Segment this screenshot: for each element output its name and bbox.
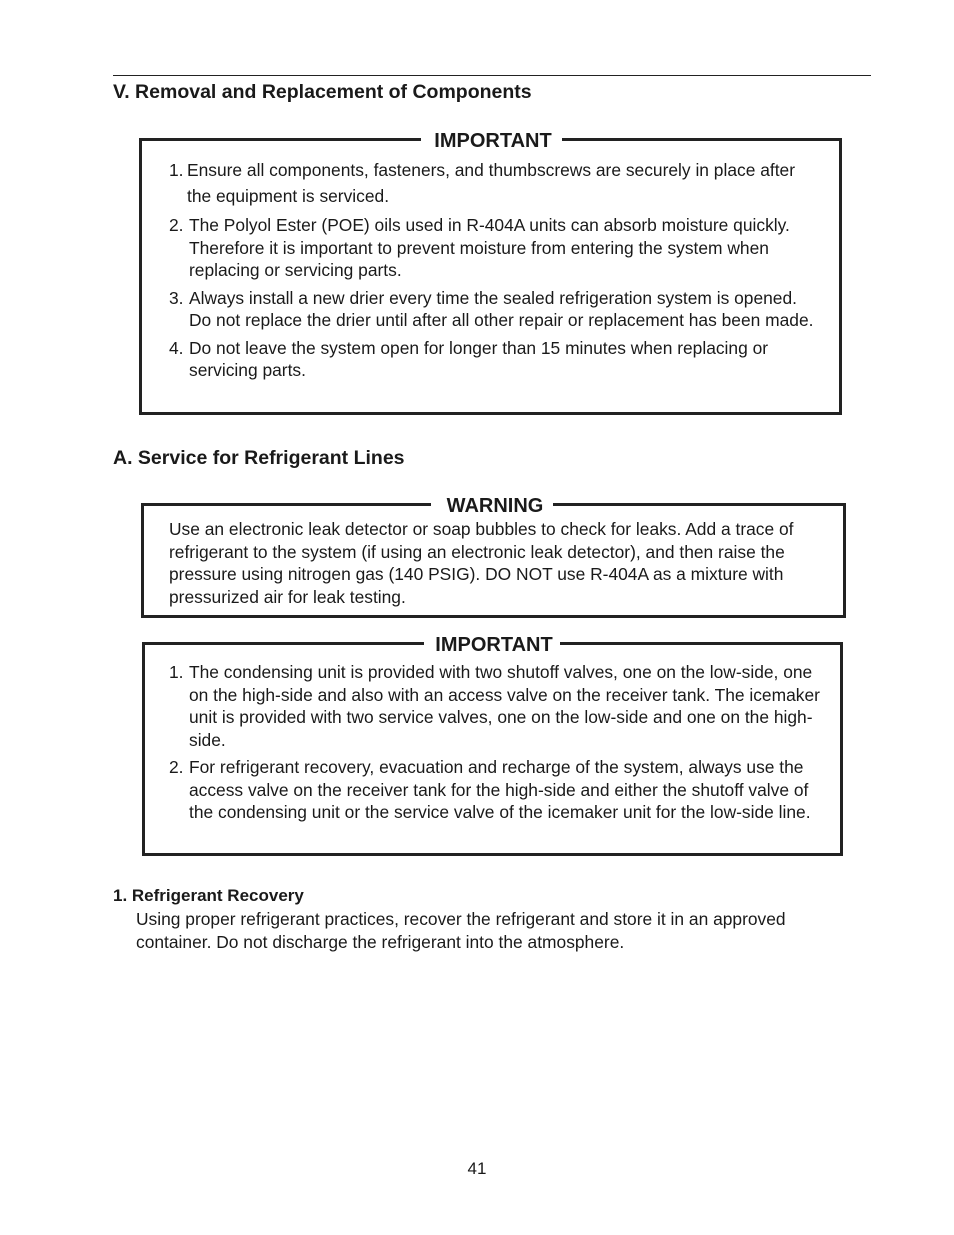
- list-item: [169, 157, 819, 209]
- item-text: The condensing unit is provided with two shutoff valves, one on the low-side, one on the high-side and also with an access valve on the receiver tank. The icemaker unit is provided with two service valves, one on the low-side and one on the high-side.: [189, 662, 820, 750]
- warning-text: Use an electronic leak detector or soap bubbles to check for leaks. Add a trace of refrigerant to the system (if using an electronic leak detector), and then raise the pressure using nitrogen gas (140 PSIG). DO NOT use R-404A as a mixture with pressurized air for leak testing.: [169, 519, 794, 607]
- list-item: [169, 661, 831, 751]
- subsection-title: A. Service for Refrigerant Lines: [113, 447, 405, 469]
- important-box-2-border-right: [560, 642, 843, 645]
- important-list-1: [169, 157, 819, 387]
- item-number: 2.: [169, 215, 184, 235]
- important-box-1-border-left: [139, 138, 421, 141]
- warning-box: [141, 495, 846, 618]
- important-box-2: [142, 634, 843, 856]
- important-box-1: [139, 130, 842, 415]
- recovery-text: Using proper refrigerant practices, recover the refrigerant and store it in an approved container. Do not discharge the refrigerant into the atmosphere.: [136, 909, 786, 952]
- top-rule: [113, 75, 871, 76]
- warning-box-border-left: [141, 503, 431, 506]
- important-box-1-border-right: [562, 138, 842, 141]
- item-number: 1.: [169, 160, 184, 180]
- list-item: [169, 214, 819, 282]
- recovery-title: 1. Refrigerant Recovery: [113, 886, 304, 905]
- item-number: 4.: [169, 337, 184, 358]
- item-text: The Polyol Ester (POE) oils used in R-404A units can absorb moisture quickly. Therefore it is important to prevent moisture from entering the system when replacing or servicing parts.: [189, 215, 790, 280]
- important-box-2-border-left: [142, 642, 424, 645]
- list-item: [169, 756, 831, 824]
- important-box-1-title: IMPORTANT: [431, 127, 554, 155]
- item-number: 2.: [169, 757, 184, 777]
- important-box-2-title: IMPORTANT: [432, 631, 555, 659]
- warning-box-title: WARNING: [444, 492, 547, 520]
- item-number: 3.: [169, 287, 184, 308]
- item-text: Ensure all components, fasteners, and thumbscrews are securely in place after the equipment is serviced.: [187, 160, 796, 206]
- list-item: [169, 337, 819, 382]
- item-text: For refrigerant recovery, evacuation and recharge of the system, always use the access valve on the receiver tank for the high-side and either the shutoff valve of the condensing unit or the service valve of the icemaker unit for the low-side line.: [189, 757, 811, 822]
- item-text: Always install a new drier every time the sealed refrigeration system is opened. Do not replace the drier until after all other repair or replacement has been made.: [189, 287, 814, 330]
- item-number: 1.: [169, 662, 184, 682]
- important-list-2: [169, 661, 831, 829]
- warning-box-border-right: [553, 503, 846, 506]
- section-title: V. Removal and Replacement of Components: [113, 81, 532, 103]
- page-number: 41: [467, 1159, 487, 1178]
- item-text: Do not leave the system open for longer than 15 minutes when replacing or servicing parts.: [189, 337, 769, 380]
- list-item: [169, 287, 819, 332]
